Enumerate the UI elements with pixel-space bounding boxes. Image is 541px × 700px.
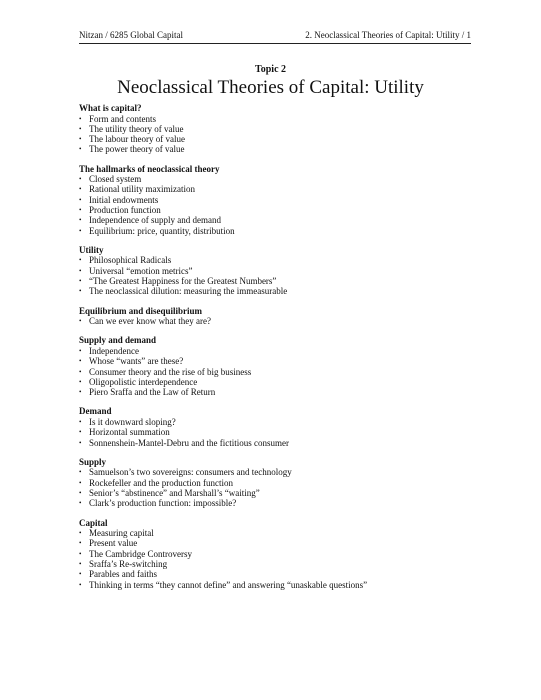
- bullet-icon: •: [79, 185, 82, 194]
- bullet-icon: •: [79, 175, 82, 184]
- list-item-text: Rational utility maximization: [89, 184, 195, 195]
- bullet-icon: •: [79, 145, 82, 154]
- bullet-icon: •: [79, 287, 82, 296]
- list-item: [79, 488, 479, 498]
- list-item-text: Initial endowments: [89, 194, 159, 205]
- list-item: [79, 549, 479, 559]
- list-item-text: Philosophical Radicals: [89, 255, 172, 266]
- outline-content: [79, 103, 479, 599]
- bullet-list: [79, 114, 479, 155]
- list-item: [79, 377, 479, 387]
- section-heading: Supply: [79, 456, 107, 467]
- list-item: [79, 114, 479, 124]
- bullet-icon: •: [79, 226, 82, 235]
- list-item: [79, 367, 479, 377]
- outline-section: [79, 245, 479, 297]
- bullet-icon: •: [79, 549, 82, 558]
- list-item-text: Closed system: [89, 174, 142, 185]
- list-item: [79, 346, 479, 356]
- list-item: [79, 467, 479, 477]
- list-item: [79, 255, 479, 265]
- list-item: [79, 226, 479, 236]
- list-item-text: The utility theory of value: [89, 123, 184, 134]
- bullet-list: [79, 346, 479, 397]
- bullet-list: [79, 417, 479, 448]
- outline-section: [79, 103, 479, 155]
- list-item: [79, 316, 479, 326]
- bullet-icon: •: [79, 488, 82, 497]
- bullet-icon: •: [79, 256, 82, 265]
- list-item: [79, 387, 479, 397]
- list-item: [79, 438, 479, 448]
- list-item: [79, 215, 479, 225]
- bullet-list: [79, 174, 479, 236]
- list-item: [79, 205, 479, 215]
- page-title: Neoclassical Theories of Capital: Utility: [117, 77, 424, 98]
- list-item-text: Samuelson’s two sovereigns: consumers and technology: [89, 467, 292, 478]
- list-item-text: Thinking in terms “they cannot define” and answering “unaskable questions”: [89, 579, 368, 590]
- running-header: [79, 29, 471, 44]
- list-item: [79, 195, 479, 205]
- bullet-list: [79, 528, 479, 590]
- bullet-icon: •: [79, 438, 82, 447]
- list-item-text: Independence: [89, 345, 139, 356]
- list-item: [79, 538, 479, 548]
- bullet-icon: •: [79, 124, 82, 133]
- bullet-icon: •: [79, 580, 82, 589]
- bullet-icon: •: [79, 317, 82, 326]
- list-item: [79, 144, 479, 154]
- list-item-text: Piero Sraffa and the Law of Return: [89, 387, 216, 398]
- list-item-text: “The Greatest Happiness for the Greatest Numbers”: [89, 276, 277, 287]
- outline-section: [79, 457, 479, 509]
- bullet-icon: •: [79, 468, 82, 477]
- bullet-list: [79, 255, 479, 296]
- list-item-text: Senior’s “abstinence” and Marshall’s “waiting”: [89, 487, 260, 498]
- section-heading: Demand: [79, 406, 112, 417]
- list-item: [79, 417, 479, 427]
- list-item: [79, 528, 479, 538]
- list-item: [79, 580, 479, 590]
- bullet-icon: •: [79, 346, 82, 355]
- list-item-text: Sraffa’s Re-switching: [89, 558, 168, 569]
- list-item-text: Horizontal summation: [89, 427, 170, 438]
- section-heading: Equilibrium and disequilibrium: [79, 305, 203, 316]
- bullet-icon: •: [79, 377, 82, 386]
- section-heading: Capital: [79, 517, 108, 528]
- outline-section: [79, 306, 479, 327]
- list-item-text: Present value: [89, 538, 138, 549]
- list-item-text: Clark’s production function: impossible?: [89, 498, 237, 509]
- bullet-icon: •: [79, 559, 82, 568]
- list-item: [79, 174, 479, 184]
- list-item: [79, 286, 479, 296]
- list-item: [79, 184, 479, 194]
- list-item: [79, 356, 479, 366]
- bullet-icon: •: [79, 135, 82, 144]
- list-item-text: Rockefeller and the production function: [89, 477, 233, 488]
- bullet-icon: •: [79, 195, 82, 204]
- bullet-icon: •: [79, 357, 82, 366]
- section-heading: Supply and demand: [79, 335, 157, 346]
- list-item: [79, 124, 479, 134]
- list-item-text: Whose “wants” are these?: [89, 356, 184, 367]
- bullet-icon: •: [79, 367, 82, 376]
- section-heading: Utility: [79, 244, 104, 255]
- list-item-text: Universal “emotion metrics”: [89, 265, 193, 276]
- bullet-list: [79, 316, 479, 326]
- list-item: [79, 559, 479, 569]
- title-block: [0, 64, 541, 99]
- bullet-icon: •: [79, 216, 82, 225]
- list-item-text: Can we ever know what they are?: [89, 316, 211, 327]
- list-item-text: The neoclassical dilution: measuring the immeasurable: [89, 286, 288, 297]
- list-item: [79, 498, 479, 508]
- list-item-text: The power theory of value: [89, 144, 185, 155]
- list-item: [79, 266, 479, 276]
- list-item-text: The Cambridge Controversy: [89, 548, 192, 559]
- bullet-list: [79, 467, 479, 508]
- bullet-icon: •: [79, 388, 82, 397]
- list-item-text: Is it downward sloping?: [89, 416, 176, 427]
- list-item-text: Independence of supply and demand: [89, 215, 221, 226]
- outline-section: [79, 406, 479, 447]
- list-item-text: Equilibrium: price, quantity, distribution: [89, 225, 235, 236]
- header-right: 2. Neoclassical Theories of Capital: Utility / 1: [305, 30, 471, 40]
- bullet-icon: •: [79, 529, 82, 538]
- list-item-text: Measuring capital: [89, 528, 154, 539]
- bullet-icon: •: [79, 428, 82, 437]
- section-heading: What is capital?: [79, 103, 142, 113]
- header-left: Nitzan / 6285 Global Capital: [79, 30, 183, 40]
- list-item-text: The labour theory of value: [89, 134, 185, 145]
- list-item-text: Form and contents: [89, 113, 156, 124]
- list-item-text: Oligopolistic interdependence: [89, 376, 198, 387]
- bullet-icon: •: [79, 539, 82, 548]
- outline-section: [79, 335, 479, 397]
- section-heading: The hallmarks of neoclassical theory: [79, 163, 220, 174]
- bullet-icon: •: [79, 277, 82, 286]
- bullet-icon: •: [79, 478, 82, 487]
- bullet-icon: •: [79, 570, 82, 579]
- bullet-icon: •: [79, 206, 82, 215]
- topic-label: Topic 2: [254, 64, 287, 75]
- list-item: [79, 427, 479, 437]
- bullet-icon: •: [79, 499, 82, 508]
- list-item-text: Consumer theory and the rise of big business: [89, 366, 252, 377]
- list-item-text: Parables and faiths: [89, 569, 157, 580]
- bullet-icon: •: [79, 417, 82, 426]
- list-item-text: Production function: [89, 205, 161, 216]
- outline-section: [79, 164, 479, 236]
- outline-section: [79, 518, 479, 590]
- list-item-text: Sonnenshein-Mantel-Debru and the fictitious consumer: [89, 437, 289, 448]
- list-item: [79, 478, 479, 488]
- bullet-icon: •: [79, 114, 82, 123]
- list-item: [79, 276, 479, 286]
- list-item: [79, 569, 479, 579]
- bullet-icon: •: [79, 266, 82, 275]
- list-item: [79, 134, 479, 144]
